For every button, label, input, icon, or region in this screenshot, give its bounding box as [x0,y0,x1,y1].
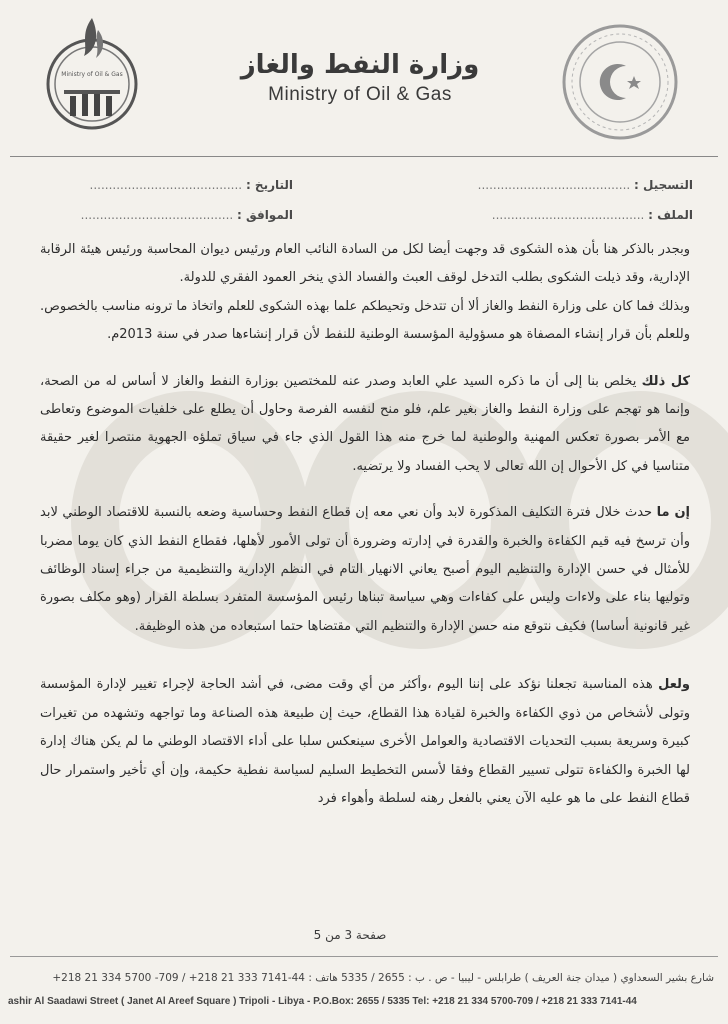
footer-address-english: ashir Al Saadawi Street ( Janet Al Areef Square ) Tripoli - Libya - P.O.Box: 2655 / 5335 Tel: +218 21 334 5700-709 / +218 21 333 7141-44 [8,996,637,1007]
paragraph-1: وبجدر بالذكر هنا بأن هذه الشكوى قد وجهت أيضا لكل من السادة النائب العام ورئيس ديوان المحاسبة ورئيس هيئة الرقابة الإدارية، وقد ذيلت الشكوى بطلب التدخل لوقف العبث والفساد الذي ينخر العمود الفقري للدولة. [40,242,690,286]
footer-divider [10,956,718,957]
logo-caption: Ministry of Oil & Gas [61,71,123,78]
paragraph-4 [40,499,690,641]
agreed-dots: ........................................ [80,208,234,222]
registration-label: التسجيل : [634,178,693,192]
paragraph-4-lead: إن ما [656,505,690,521]
registration-dots: ........................................ [477,178,631,192]
date-dots: ........................................ [89,178,243,192]
agreed-field [81,208,293,222]
date-field [90,178,293,192]
paragraph-3-text: يخلص بنا إلى أن ما ذكره السيد علي العابد وصدر عنه للمختصين بوزارة النفط والغاز لا أساس له من الصحة، وإنما هو تهجم على وزارة النفط والغاز بغير علم، فلو منح لنفسه الفرصة وحاول أن يطلع على خلفيات الموضوع وتعاطى مع الأمر بصورة تعكس المهنية والوطنية لما خرج منه هذا القول الذي جاء في سياق تملؤه الجهوية منتصرا لغير حقيقة متناسيا في كل الأحوال إن الله تعالى لا يحب الفساد ولا يرتضيه. [40,373,690,474]
file-field [492,208,693,222]
paragraph-4-text: حدث خلال فترة التكليف المذكورة لابد وأن نعي معه إن قطاع النفط وحساسية وضعه بالنسبة للاقتصاد الوطني لابد وأن ترسخ فيه قيم الكفاءة والخبرة والقدرة في إدارته وضرورة أن تولى الأمور لأهلها، فقطاع النفط الذي كان يوما مضربا للأمثال في حسن الإدارة والتنظيم اليوم أصبح يعاني الانهيار التام في النظم الإدارية والتنظيمية من جراء إسناد الوظائف وتوليها بناء على ولاءات وليس على كفاءات وهي سياسة تبناها رئيس المؤسسة المتفرد بسلطة القرار (وهو مكلف بصورة غير قانونية أساسا) فكيف نتوقع منه حسن الإدارة والتنظيم التي مقتضاها حتما استبعاده من هذه الوظيفة. [40,505,690,634]
footer-address-arabic: شارع بشير السعداوي ( ميدان جنة العريف ) طرابلس - ليبيا - ص . ب : 2655 / 5335 هاتف : 44-7141 333 21 218+ / 709- 5700 334 21 218+ [52,972,714,984]
date-label: التاريخ : [245,178,293,192]
agreed-label: الموافق : [237,208,293,222]
letterhead-titles [220,48,500,106]
registration-field [478,178,693,192]
paragraph-3-lead: كل ذلك [641,373,690,389]
paragraph-3 [40,368,690,482]
state-seal-icon [560,22,680,142]
file-dots: ........................................ [491,208,645,222]
paragraph-5-text: هذه المناسبة تجعلنا نؤكد على إننا اليوم ،وأكثر من أي وقت مضى، في أشد الحاجة لإجراء تغيير لإدارة المؤسسة وتولى لأشخاص من ذوي الكفاءة والخبرة لقيادة هذا القطاع، حيث إن طبيعة هذه الصناعة وما تواجهه وتشهده من تغيرات كبيرة وسريعة بسبب التحديات الاقتصادية والعوامل الأخرى سينعكس سلبا على أداء الاقتصاد الوطني ما لم يكن هناك إدارة لها الخبرة والكفاءة تتولى تسيير القطاع وفقا لأسس التخطيط السليم لسياسة نفطية حكيمة، وإن أي تأخير واستمرار حال قطاع النفط على ما هو عليه الآن يعني بالفعل رهنه لسلطة وأهواء فرد [40,677,690,806]
file-label: الملف : [648,208,693,222]
header-divider [10,156,718,157]
ministry-logo-icon [40,10,144,136]
paragraph-5 [40,671,690,813]
paragraph-2: وبذلك فما كان على وزارة النفط والغاز ألا أن تتدخل وتحيطكم علما بهذه الشكوى للعلم واتخاذ ما ترونه مناسب بالخصوص. وللعلم بأن قرار إنشاء المصفاة هو مسؤولية المؤسسة الوطنية للنفط لأن قرار إنشاءها صدر في سنة 2013م. [40,298,690,343]
paragraph-5-lead: ولعل [658,677,690,693]
page-number: صفحة 3 من 5 [313,928,387,942]
ministry-title-arabic: وزارة النفط والغاز [240,50,480,80]
letter-body [40,236,690,813]
ministry-title-english: Ministry of Oil & Gas [268,84,452,105]
